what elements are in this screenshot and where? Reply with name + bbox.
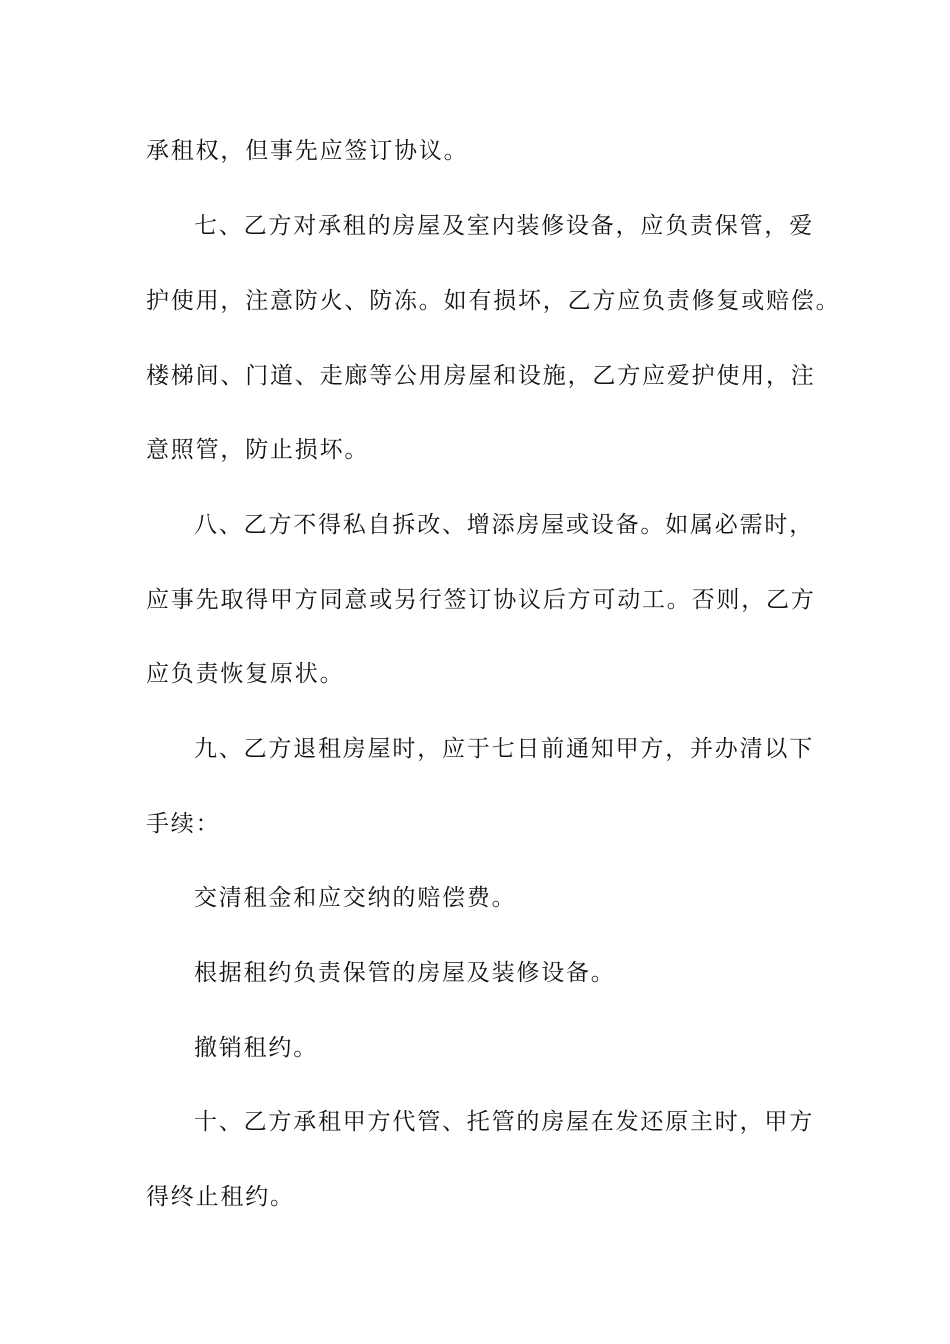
procedure-item-3: 撤销租约。 [194, 1035, 318, 1061]
clause-9-line-1: 九、乙方退租房屋时，应于七日前通知甲方，并办清以下 [194, 736, 814, 762]
clause-10-line-1: 十、乙方承租甲方代管、托管的房屋在发还原主时，甲方 [194, 1109, 814, 1135]
clause-7-line-2: 护使用，注意防火、防冻。如有损坏，乙方应负责修复或赔偿。 [146, 288, 841, 314]
procedure-item-1: 交清租金和应交纳的赔偿费。 [194, 885, 517, 911]
clause-8-line-2: 应事先取得甲方同意或另行签订协议后方可动工。否则，乙方 [146, 587, 816, 613]
clause-8-line-3: 应负责恢复原状。 [146, 661, 345, 687]
clause-7-line-1: 七、乙方对承租的房屋及室内装修设备，应负责保管，爱 [194, 213, 814, 239]
clause-10-line-2: 得终止租约。 [146, 1184, 295, 1210]
clause-9-line-2: 手续： [146, 811, 221, 837]
text-line-1: 承租权，但事先应签订协议。 [146, 138, 469, 164]
clause-8-line-1: 八、乙方不得私自拆改、增添房屋或设备。如属必需时， [194, 512, 814, 538]
clause-7-line-3: 楼梯间、门道、走廊等公用房屋和设施，乙方应爱护使用，注 [146, 363, 816, 389]
procedure-item-2: 根据租约负责保管的房屋及装修设备。 [194, 960, 616, 986]
clause-7-line-4: 意照管，防止损坏。 [146, 437, 370, 463]
